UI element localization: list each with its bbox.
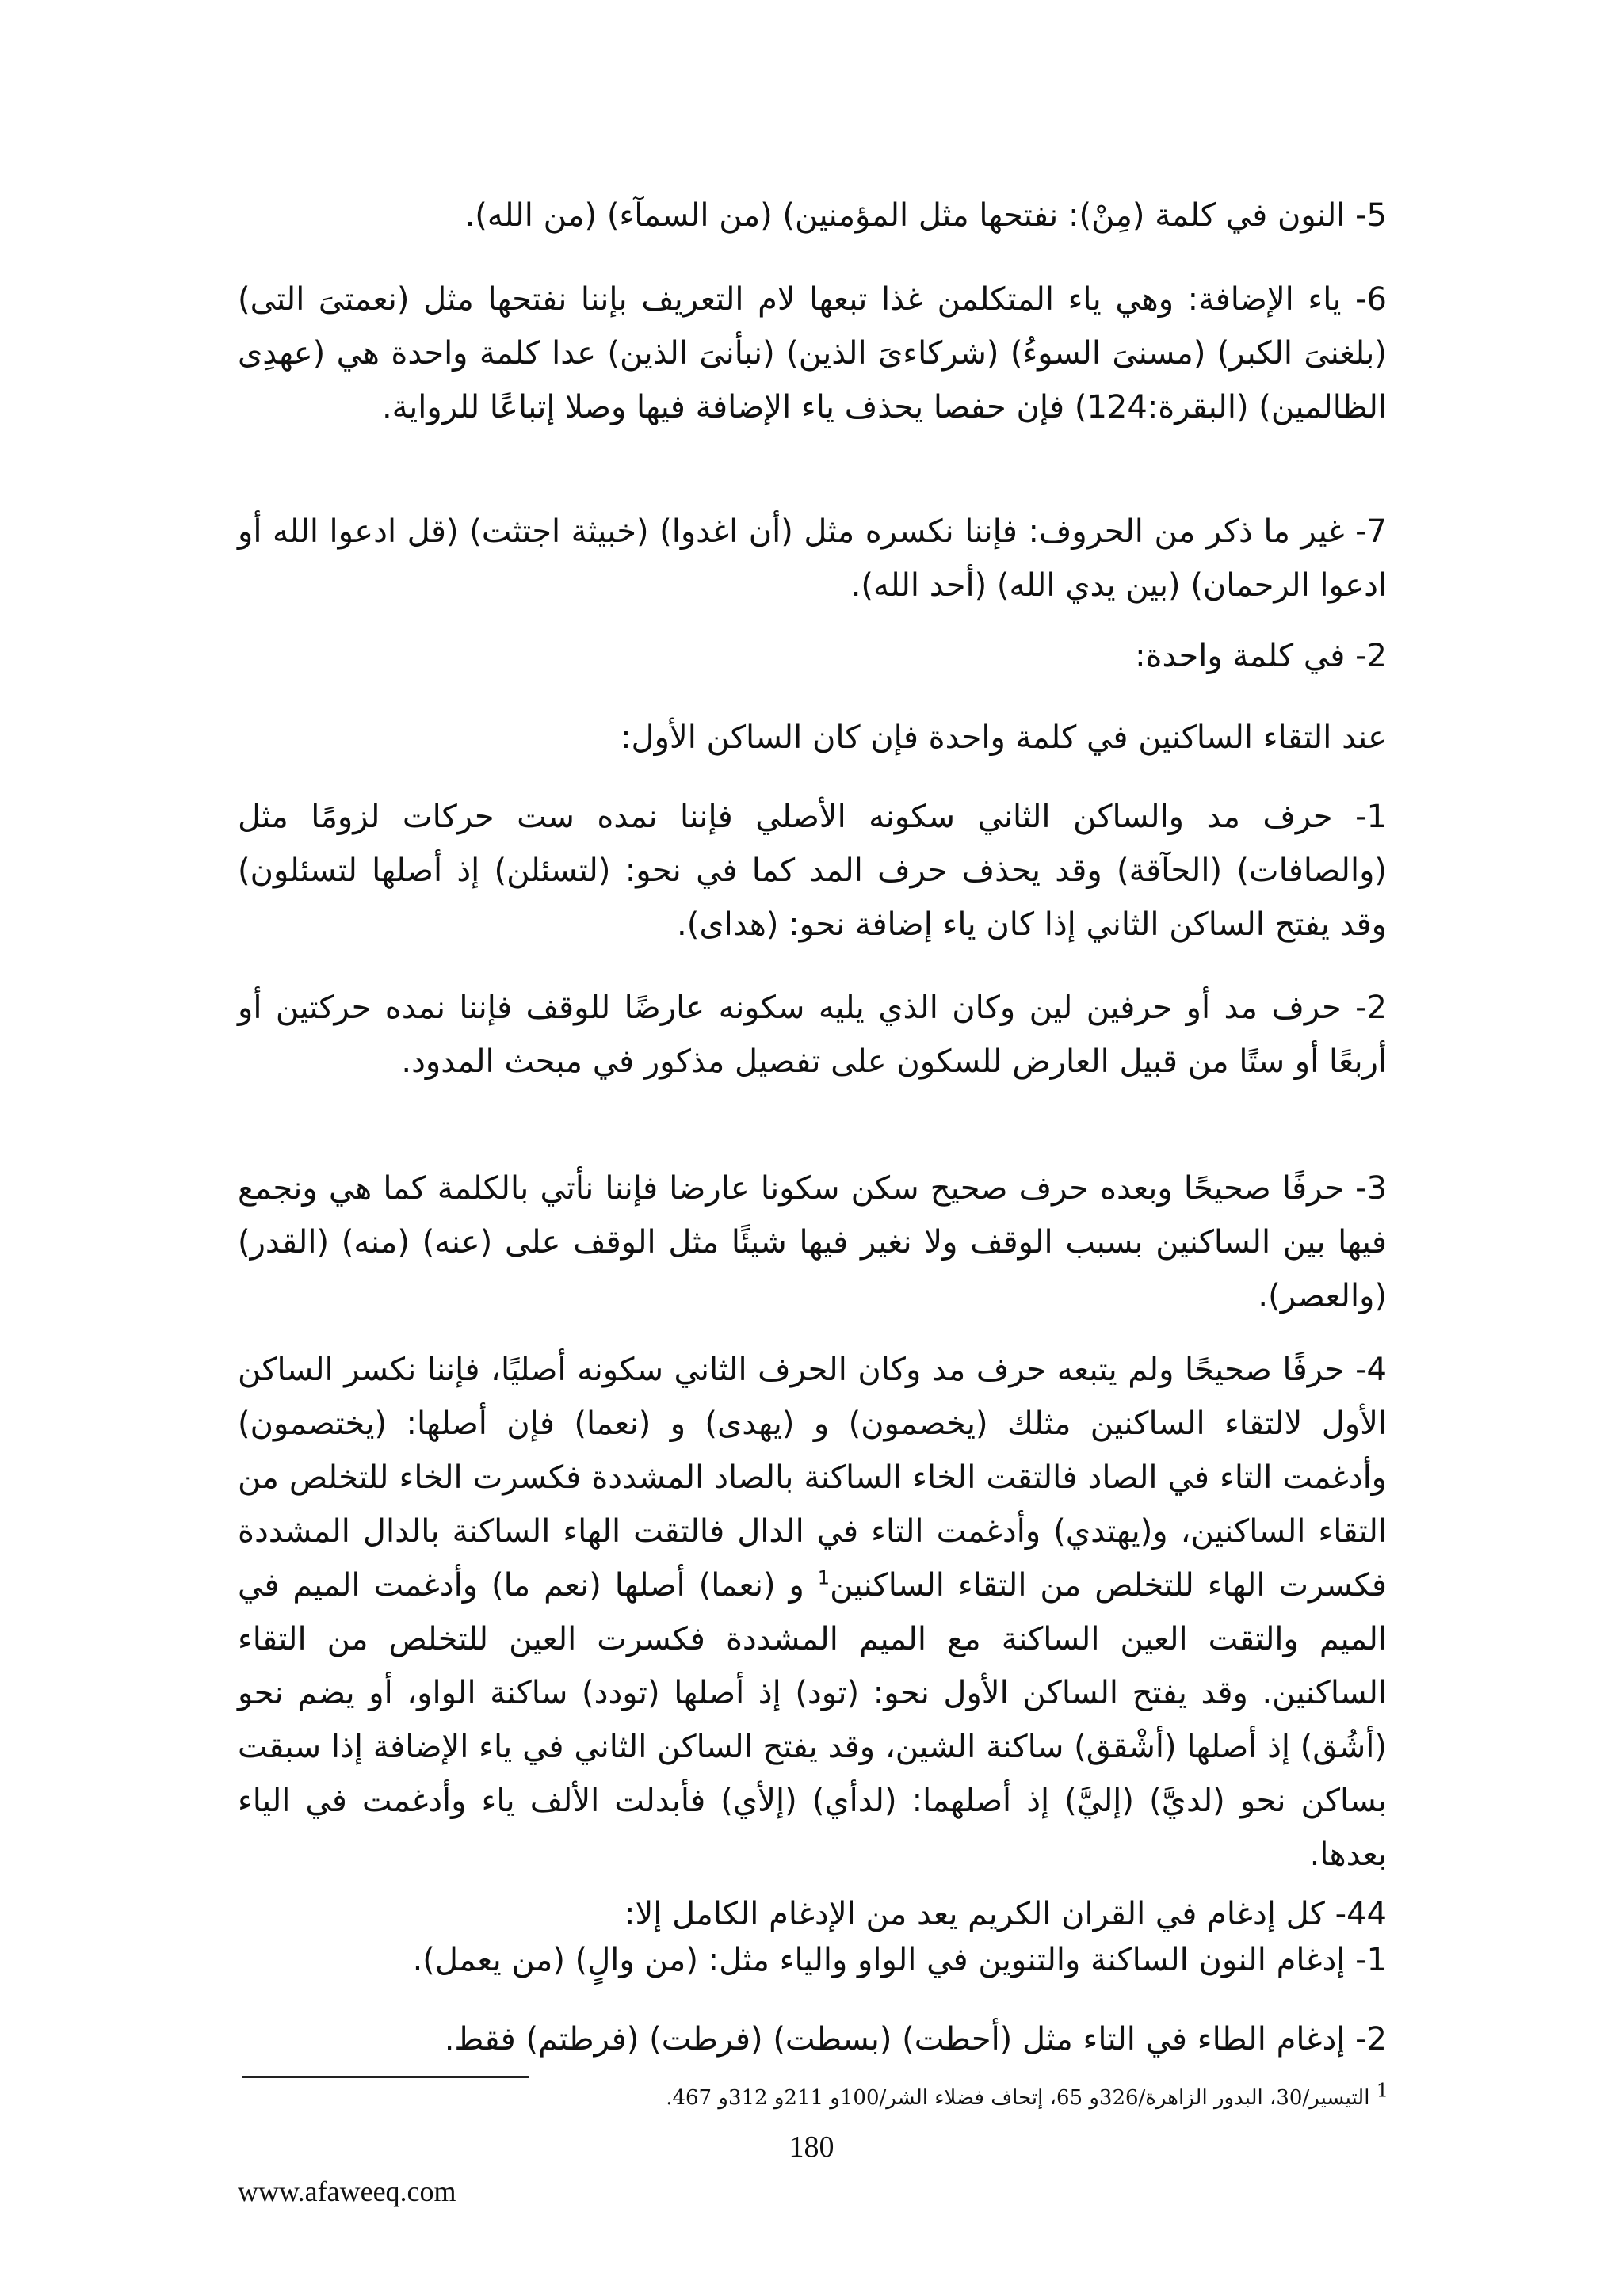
paragraph-other-letters: 7- غير ما ذكر من الحروف: فإننا نكسره مثل (أن اغدوا) (خبيثة اجتثت) (قل ادعوا الله أو ادعوا الرحمان) (بين يدي الله) (أحد الله). bbox=[238, 513, 1387, 604]
paragraph-idgham-rule: 44- كل إدغام في القران الكريم يعد من الإدغام الكامل إلا: bbox=[624, 1896, 1387, 1932]
list-item-idgham-2: 2- إدغام الطاء في التاء مثل (أحطت) (بسطت) (فرطت) (فرطتم) فقط. bbox=[444, 2021, 1387, 2058]
paragraph-noon-min: 5- النون في كلمة (مِنْ): نفتحها مثل المؤمنين) (من السمآء) (من الله). bbox=[464, 197, 1387, 234]
section-heading-one-word: 2- في كلمة واحدة: bbox=[1135, 638, 1387, 674]
paragraph-case-3: 3- حرفًا صحيحًا وبعده حرف صحيح سكن سكونا عارضا فإننا نأتي بالكلمة كما هي ونجمع فيها بين الساكنين بسبب الوقف ولا نغير فيها شيئًا مثل الوقف على (عنه) (منه) (القدر) (والعصر). bbox=[238, 1170, 1387, 1314]
page-number: 180 bbox=[789, 2130, 834, 2164]
paragraph-yaa-idafa: 6- ياء الإضافة: وهي ياء المتكلمن غذا تبعها لام التعريف بإننا نفتحها مثل (نعمتىَ التى) (بلغنىَ الكبر) (مسنىَ السوءُ) (شركاءىَ الذين) (نبأنىَ الذين) عدا كلمة واحدة هي (عهدِى الظالمين) (البقرة:124) فإن حفصا يحذف ياء الإضافة فيها وصلا إتباعًا للرواية. bbox=[238, 281, 1387, 425]
footnote: $^1$ التيسير/30، البدور الزاهرة/326و 65، إتحاف فضلاء الشر/100و 211و 312و 467. bbox=[666, 2079, 1388, 2110]
paragraph-intro-first-sakin: عند التقاء الساكنين في كلمة واحدة فإن كان الساكن الأول: bbox=[621, 719, 1387, 756]
paragraph-case-2: 2- حرف مد أو حرفين لين وكان الذي يليه سكونه عارضًا للوقف فإننا نمده حركتين أو أربعًا أو ستًا من قبيل العارض للسكون على تفصيل مذكور في مبحث المدود. bbox=[238, 990, 1387, 1080]
footnote-reference: 1 bbox=[817, 1566, 831, 1589]
website-url: www.afaweeq.com bbox=[238, 2176, 456, 2207]
paragraph-case-4: 4- حرفًا صحيحًا ولم يتبعه حرف مد وكان الحرف الثاني سكونه أصليًا، فإننا نكسر الساكن الأول لالتقاء الساكنين مثلك (يخصمون) و (يهدى) و (نعما) فإن أصلها: (يختصمون) وأدغمت التاء في الصاد فالتقت الخاء الساكنة بالصاد المشددة فكسرت الخاء للتخلص من التقاء الساكنين، و(يهتدي) وأدغمت التاء في الدال فالتقت الهاء الساكنة بالدال المشددة فكسرت الهاء للتخلص من التقاء الساكنين$^1$ و (نعما) أصلها (نعم ما) وأدغمت الميم في الميم والتقت العين الساكنة مع الميم المشددة فكسرت العين للتخلص من التقاء الساكنين. وقد يفتح الساكن الأول نحو: (تود) إذ أصلها (تودد) ساكنة الواو، أو يضم نحو (أشُق) إذ أصلها (أشْقق) ساكنة الشين، وقد يفتح الساكن الثاني في ياء الإضافة إذا سبقت بساكن نحو (لديَّ) (إليَّ) إذ أصلهما: (لدأي) (إلأي) فأبدلت الألف ياء وأدغمت في الياء بعدها. bbox=[238, 1352, 1388, 1873]
list-item-idgham-1: 1- إدغام النون الساكنة والتنوين في الواو والياء مثل: (من والٍ) (من يعمل). bbox=[412, 1942, 1387, 1978]
footnote-divider bbox=[242, 2076, 529, 2078]
paragraph-case-1: 1- حرف مد والساكن الثاني سكونه الأصلي فإننا نمده ست حركات لزومًا مثل (والصافات) (الحآقة) وقد يحذف حرف المد كما في نحو: (لتسئلن) إذ أصلها لتسئلون) وقد يفتح الساكن الثاني إذا كان ياء إضافة نحو: (هداى). bbox=[238, 799, 1387, 943]
